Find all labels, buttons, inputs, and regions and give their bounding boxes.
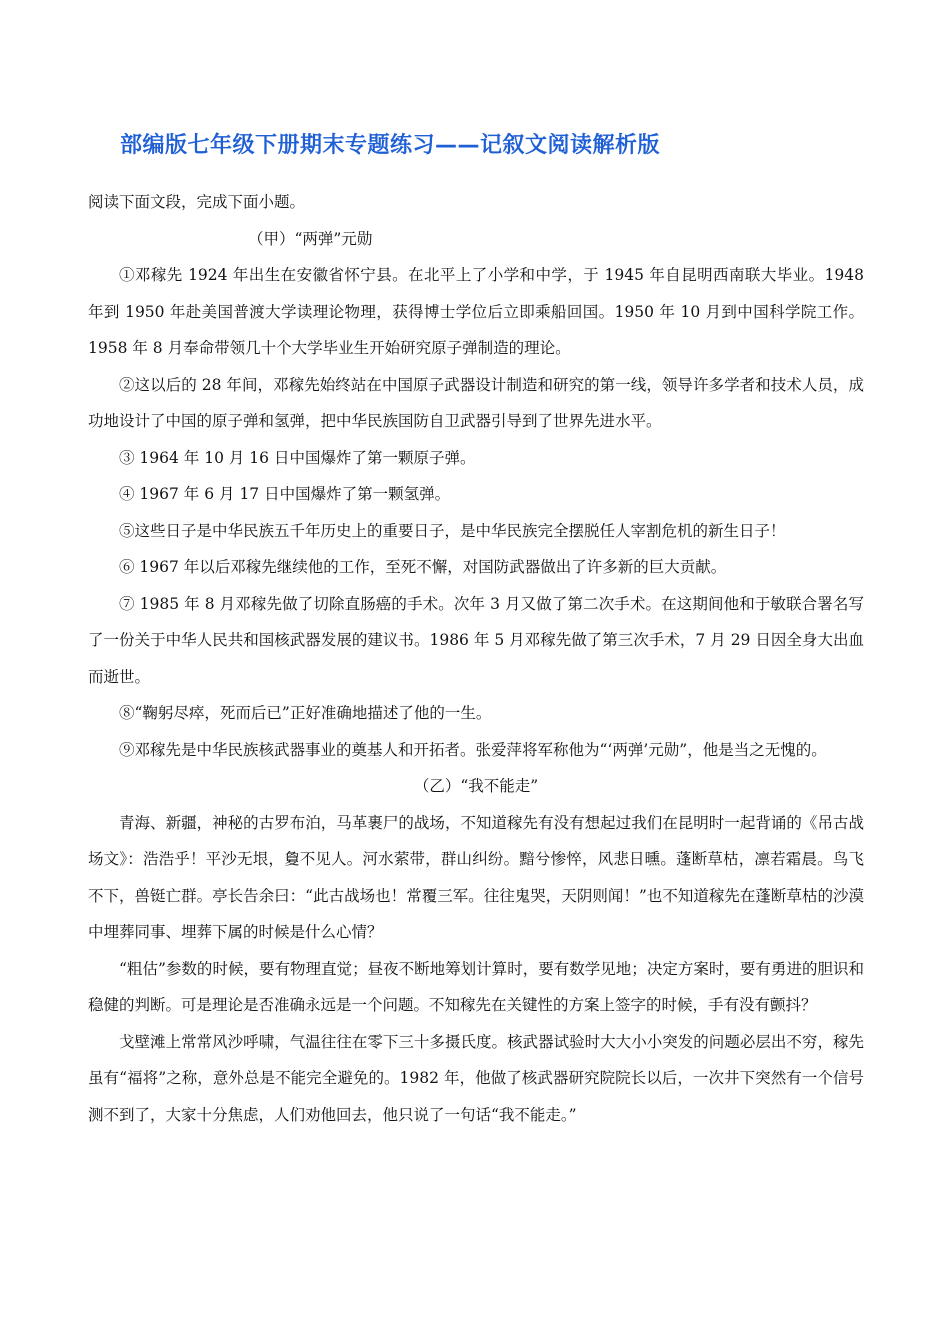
document-body (88, 184, 864, 1133)
instruction-text: 阅读下面文段，完成下面小题。 (88, 193, 306, 211)
passage-a-paragraph-2: ②这以后的 28 年间，邓稼先始终站在中国原子武器设计制造和研究的第一线，领导许多学者和技术人员，成功地设计了中国的原子弹和氢弹，把中华民族国防自卫武器引导到了世界先进水平。 (88, 375, 864, 430)
passage-b-paragraph-2: “粗估”参数的时候，要有物理直觉；昼夜不断地筹划计算时，要有数学见地；决定方案时，要有勇进的胆识和稳健的判断。可是理论是否准确永远是一个问题。不知稼先在关键性的方案上签字的时候，手有没有颤抖？ (88, 959, 864, 1014)
passage-a-heading: （甲）“两弹”元勋 (248, 229, 373, 248)
passage-b-paragraph-1: 青海、新疆，神秘的古罗布泊，马革裹尸的战场，不知道稼先有没有想起过我们在昆明时一起背诵的《吊古战场文》：浩浩乎！平沙无垠，敻不见人。河水萦带，群山纠纷。黯兮惨悴，风悲日曛。蓬断草枯，凛若霜晨。鸟飞不下，兽铤亡群。亭长告余曰：“此古战场也！常覆三军。往往鬼哭，天阴则闻！”也不知道稼先在蓬断草枯的沙漠中埋葬同事、埋葬下属的时候是什么心情？ (88, 813, 864, 941)
passage-a-paragraph-7: ⑦ 1985 年 8 月邓稼先做了切除直肠癌的手术。次年 3 月又做了第二次手术。在这期间他和于敏联合署名写了一份关于中华人民共和国核武器发展的建议书。1986 年 5 月邓稼先做了第三次手术，7 月 29 日因全身大出血而逝世。 (88, 594, 864, 686)
passage-b-heading: （乙）“我不能走” (413, 777, 539, 795)
passage-a-paragraph-8: ⑧“鞠躬尽瘁，死而后已”正好准确地描述了他的一生。 (119, 704, 492, 722)
passage-a-paragraph-3: ③ 1964 年 10 月 16 日中国爆炸了第一颗原子弹。 (119, 448, 476, 467)
passage-a-paragraph-1: ①邓稼先 1924 年出生在安徽省怀宁县。在北平上了小学和中学，于 1945 年自昆明西南联大毕业。1948 年到 1950 年赴美国普渡大学读理论物理，获得博士学位后立即乘船回国。1950 年 10 月到中国科学院工作。1958 年 8 月奉命带领几十个大学毕业生开始研究原子弹制造的理论。 (88, 266, 864, 357)
passage-a-paragraph-9: ⑨邓稼先是中华民族核武器事业的奠基人和开拓者。张爱萍将军称他为“‘两弹’元勋”，他是当之无愧的。 (119, 740, 827, 759)
passage-a-paragraph-4: ④ 1967 年 6 月 17 日中国爆炸了第一颗氢弹。 (119, 485, 451, 503)
document-title: 部编版七年级下册期末专题练习——记叙文阅读解析版 (120, 133, 661, 158)
passage-a-paragraph-6: ⑥ 1967 年以后邓稼先继续他的工作，至死不懈，对国防武器做出了许多新的巨大贡献。 (119, 558, 727, 576)
passage-b-paragraph-3: 戈壁滩上常常风沙呼啸，气温往往在零下三十多摄氏度。核武器试验时大大小小突发的问题必层出不穷，稼先虽有“福将”之称，意外总是不能完全避免的。1982 年，他做了核武器研究院院长以后，一次井下突然有一个信号测不到了，大家十分焦虑，人们劝他回去，他只说了一句话“我不能走。” (88, 1032, 864, 1124)
passage-a-paragraph-5: ⑤这些日子是中华民族五千年历史上的重要日子，是中华民族完全摆脱任人宰割危机的新生日子！ (119, 521, 786, 540)
